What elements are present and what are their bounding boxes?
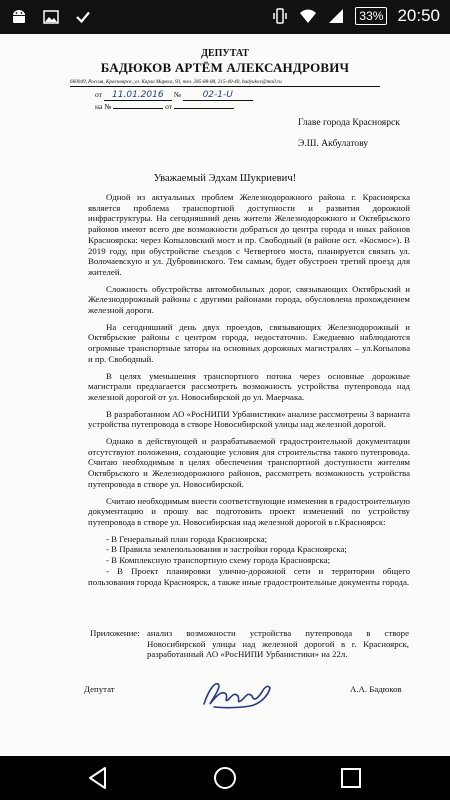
paragraph: Считаю необходимым внести соответствующие изменения в градостроительную документацию и прошу вас подготовить проект изменений по устройству путепровода в створе ул. Новосибирская над железной дорогой в г.Красноярск: — [88, 495, 410, 527]
back-button[interactable] — [85, 765, 111, 791]
addressee-line-1: Главе города Красноярск — [298, 117, 400, 128]
addressee-line-2: Э.Ш. Акбулатову — [298, 138, 369, 149]
paragraph: Однако в действующей и разрабатываемой градостроительной документации отсутствуют положения, создающие условия для строительства такого путепровода. Считаю необходимым в целях обеспечения транспортной доступности жителям Октябрьского и Железнодорожного районов, рассмотреть возможность устройства путепровода в створе ул. Новосибирской. — [88, 436, 410, 489]
greeting: Уважаемый Эдхам Шукриевич! — [153, 173, 297, 184]
reg-ref-date-blank — [174, 108, 234, 109]
header-title: ДЕПУТАТ — [201, 48, 249, 59]
proposal-list — [88, 534, 410, 588]
reference-line — [95, 102, 234, 111]
reg-date: 11.01.2016 — [104, 90, 172, 101]
document-page[interactable] — [0, 34, 450, 756]
paragraph: В целях уменьшения транспортного потока через основные дорожные магистрали предлагается рассмотреть возможность устройства путепровода над железной дорогой от ул. Новосибирской до ул. Маерчака. — [88, 370, 410, 402]
registration-line — [95, 90, 253, 101]
home-button[interactable] — [212, 765, 238, 791]
list-item: - В Проект планировки улично-дорожной сети и территории общего пользования города Красноярск, а также иные градостроительные документы города. — [88, 565, 410, 587]
reg-ref-sep: от — [165, 102, 173, 111]
android-icon — [10, 8, 28, 26]
reg-ref-blank — [113, 108, 163, 109]
paragraph: Сложность обустройства автомобильных дорог, связывающих Октябрьский и Железнодорожный районы с другими районами города, обусловлена прохождением железной дороги. — [88, 283, 410, 316]
attachment-text: анализ возможности устройства путепровода в створе Новосибирской улицы над железной дорогой в г. Красноярск, разработанный АО «РосНИПИ Урбанистики» на 22л. — [147, 628, 409, 660]
clock: 20:50 — [397, 6, 440, 25]
signer-name: А.А. Бадюков — [350, 684, 402, 694]
header-address: 660049, Россия, Красноярск, ул. Карла Маркса, 93, тел. 285-88-88, 215-40-40, badyukov@mail.ru — [70, 79, 282, 85]
letter-body — [88, 192, 410, 595]
image-icon — [42, 8, 60, 26]
wifi-icon — [299, 7, 317, 25]
navigation-bar — [0, 756, 450, 800]
paragraph: Одной из актуальных проблем Железнодорожного района г. Красноярска является проблема транспортной доступности и развития дорожной инфраструктуры. На сегодняшний день жители Железнодорожного и Октябрьского районов имеют всего две возможности добраться до центра города и иных районов Красноярска: через Копыловский мост и пр. Свободный (в районе ост. «Космос»). В 2019 году, при обустройстве съездов с Четвертого моста, планируется связать ул. Волочаевскую и ул. Дубровинского. Тем самым, будет обустроен третий проезд для жителей. — [88, 192, 410, 277]
reg-num-prefix: № — [173, 90, 181, 99]
check-icon — [74, 8, 92, 26]
reg-number: 02-1-U — [183, 90, 253, 101]
list-item: - В Генеральный план города Красноярска; — [106, 533, 268, 544]
signer-role: Депутат — [84, 684, 115, 694]
reg-ref-prefix: на № — [95, 102, 112, 111]
signal-icon — [327, 7, 345, 25]
battery-indicator: 33% — [355, 7, 387, 25]
paragraph: На сегодняшний день двух проездов, связывающих Железнодорожный и Октябрьские районы с центром города, недостаточно. Ежедневно наблюдаются огромные транспортные заторы на основных дорожных магистралях – ул.Копылова и пр. Свободный. — [88, 321, 410, 364]
paragraph: В разработанном АО «РосНИПИ Урбанистики» анализе рассмотрены 3 варианта устройства путепровода в створе Новосибирской улицы над железной дорогой. — [88, 408, 410, 430]
recents-button[interactable] — [338, 765, 364, 791]
attachment-label: Приложение: — [90, 628, 140, 638]
list-item: - В Комплексную транспортную схему города Красноярска; — [106, 555, 331, 566]
handwritten-signature — [198, 674, 278, 712]
reg-date-prefix: от — [95, 90, 102, 99]
vibrate-icon — [271, 7, 289, 25]
header-name: БАДЮКОВ АРТЁМ АЛЕКСАНДРОВИЧ — [100, 60, 350, 75]
list-item: - В Правила землепользования и застройки города Красноярска; — [106, 544, 347, 555]
status-bar — [0, 0, 450, 34]
header-divider — [70, 86, 380, 87]
